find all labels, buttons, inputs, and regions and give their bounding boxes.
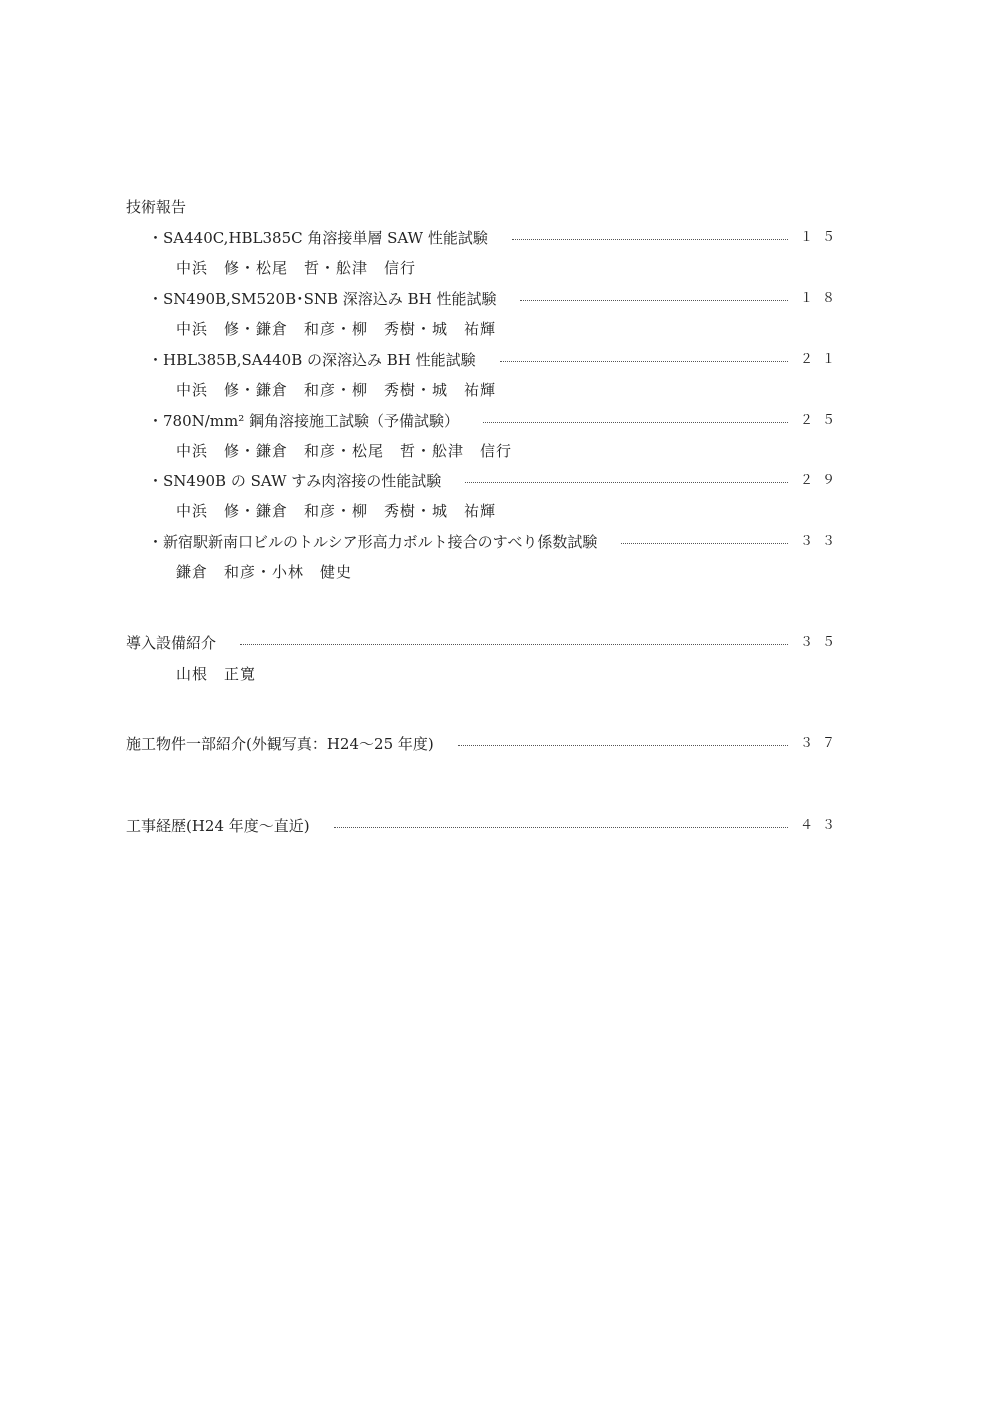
dot-leader: [240, 644, 788, 645]
toc-entry-report-2[interactable]: [126, 287, 844, 311]
entry-authors: 山根 正寛: [176, 665, 257, 683]
dot-leader: [483, 422, 788, 423]
page-number: ２５: [799, 413, 844, 428]
page-number: ３５: [799, 635, 844, 650]
entry-authors: 中浜 修・鎌倉 和彦・柳 秀樹・城 祐輝: [176, 320, 497, 338]
entry-title: 工事経歴(H24 年度～直近): [126, 817, 310, 835]
entry-authors: 中浜 修・鎌倉 和彦・松尾 哲・舩津 信行: [176, 442, 513, 460]
dot-leader: [334, 827, 788, 828]
dot-leader: [458, 745, 788, 746]
page-number: ３７: [799, 736, 844, 751]
page-number: ４３: [799, 818, 844, 833]
entry-title: ・SA440C,HBL385C 角溶接単層 SAW 性能試験: [148, 229, 488, 247]
dot-leader: [512, 239, 788, 240]
toc-entry-history[interactable]: [126, 814, 844, 838]
entry-title: ・SN490B の SAW すみ肉溶接の性能試験: [148, 472, 442, 490]
toc-entry-report-4[interactable]: [126, 409, 844, 433]
toc-entry-report-1[interactable]: [126, 226, 844, 250]
entry-title: ・SN490B,SM520B･SNB 深溶込み BH 性能試験: [148, 290, 497, 308]
entry-title: ・新宿駅新南口ビルのトルシア形高力ボルト接合のすべり係数試験: [148, 533, 598, 551]
entry-authors: 中浜 修・鎌倉 和彦・柳 秀樹・城 祐輝: [176, 381, 497, 399]
toc-entry-equipment[interactable]: [126, 631, 844, 655]
entry-title: ・780N/mm² 鋼角溶接施工試験（予備試験）: [148, 412, 460, 430]
page-number: ３３: [799, 534, 844, 549]
dot-leader: [500, 361, 788, 362]
dot-leader: [465, 482, 788, 483]
entry-title: ・HBL385B,SA440B の深溶込み BH 性能試験: [148, 351, 476, 369]
entry-authors: 鎌倉 和彦・小林 健史: [176, 563, 353, 581]
toc-entry-report-3[interactable]: [126, 348, 844, 372]
page-number: １８: [799, 291, 844, 306]
toc-entry-projects[interactable]: [126, 732, 844, 756]
entry-authors: 中浜 修・鎌倉 和彦・柳 秀樹・城 祐輝: [176, 502, 497, 520]
dot-leader: [520, 300, 788, 301]
dot-leader: [621, 543, 788, 544]
entry-title: 施工物件一部紹介(外観写真：H24～25 年度): [126, 735, 434, 753]
page-number: １５: [799, 230, 844, 245]
toc-entry-report-6[interactable]: [126, 530, 844, 554]
section-heading-technical-reports: 技術報告: [126, 198, 187, 216]
entry-authors: 中浜 修・松尾 哲・舩津 信行: [176, 259, 417, 277]
toc-entry-report-5[interactable]: [126, 469, 844, 493]
entry-title: 導入設備紹介: [126, 634, 217, 652]
page-number: ２９: [799, 473, 844, 488]
page-number: ２１: [799, 352, 844, 367]
